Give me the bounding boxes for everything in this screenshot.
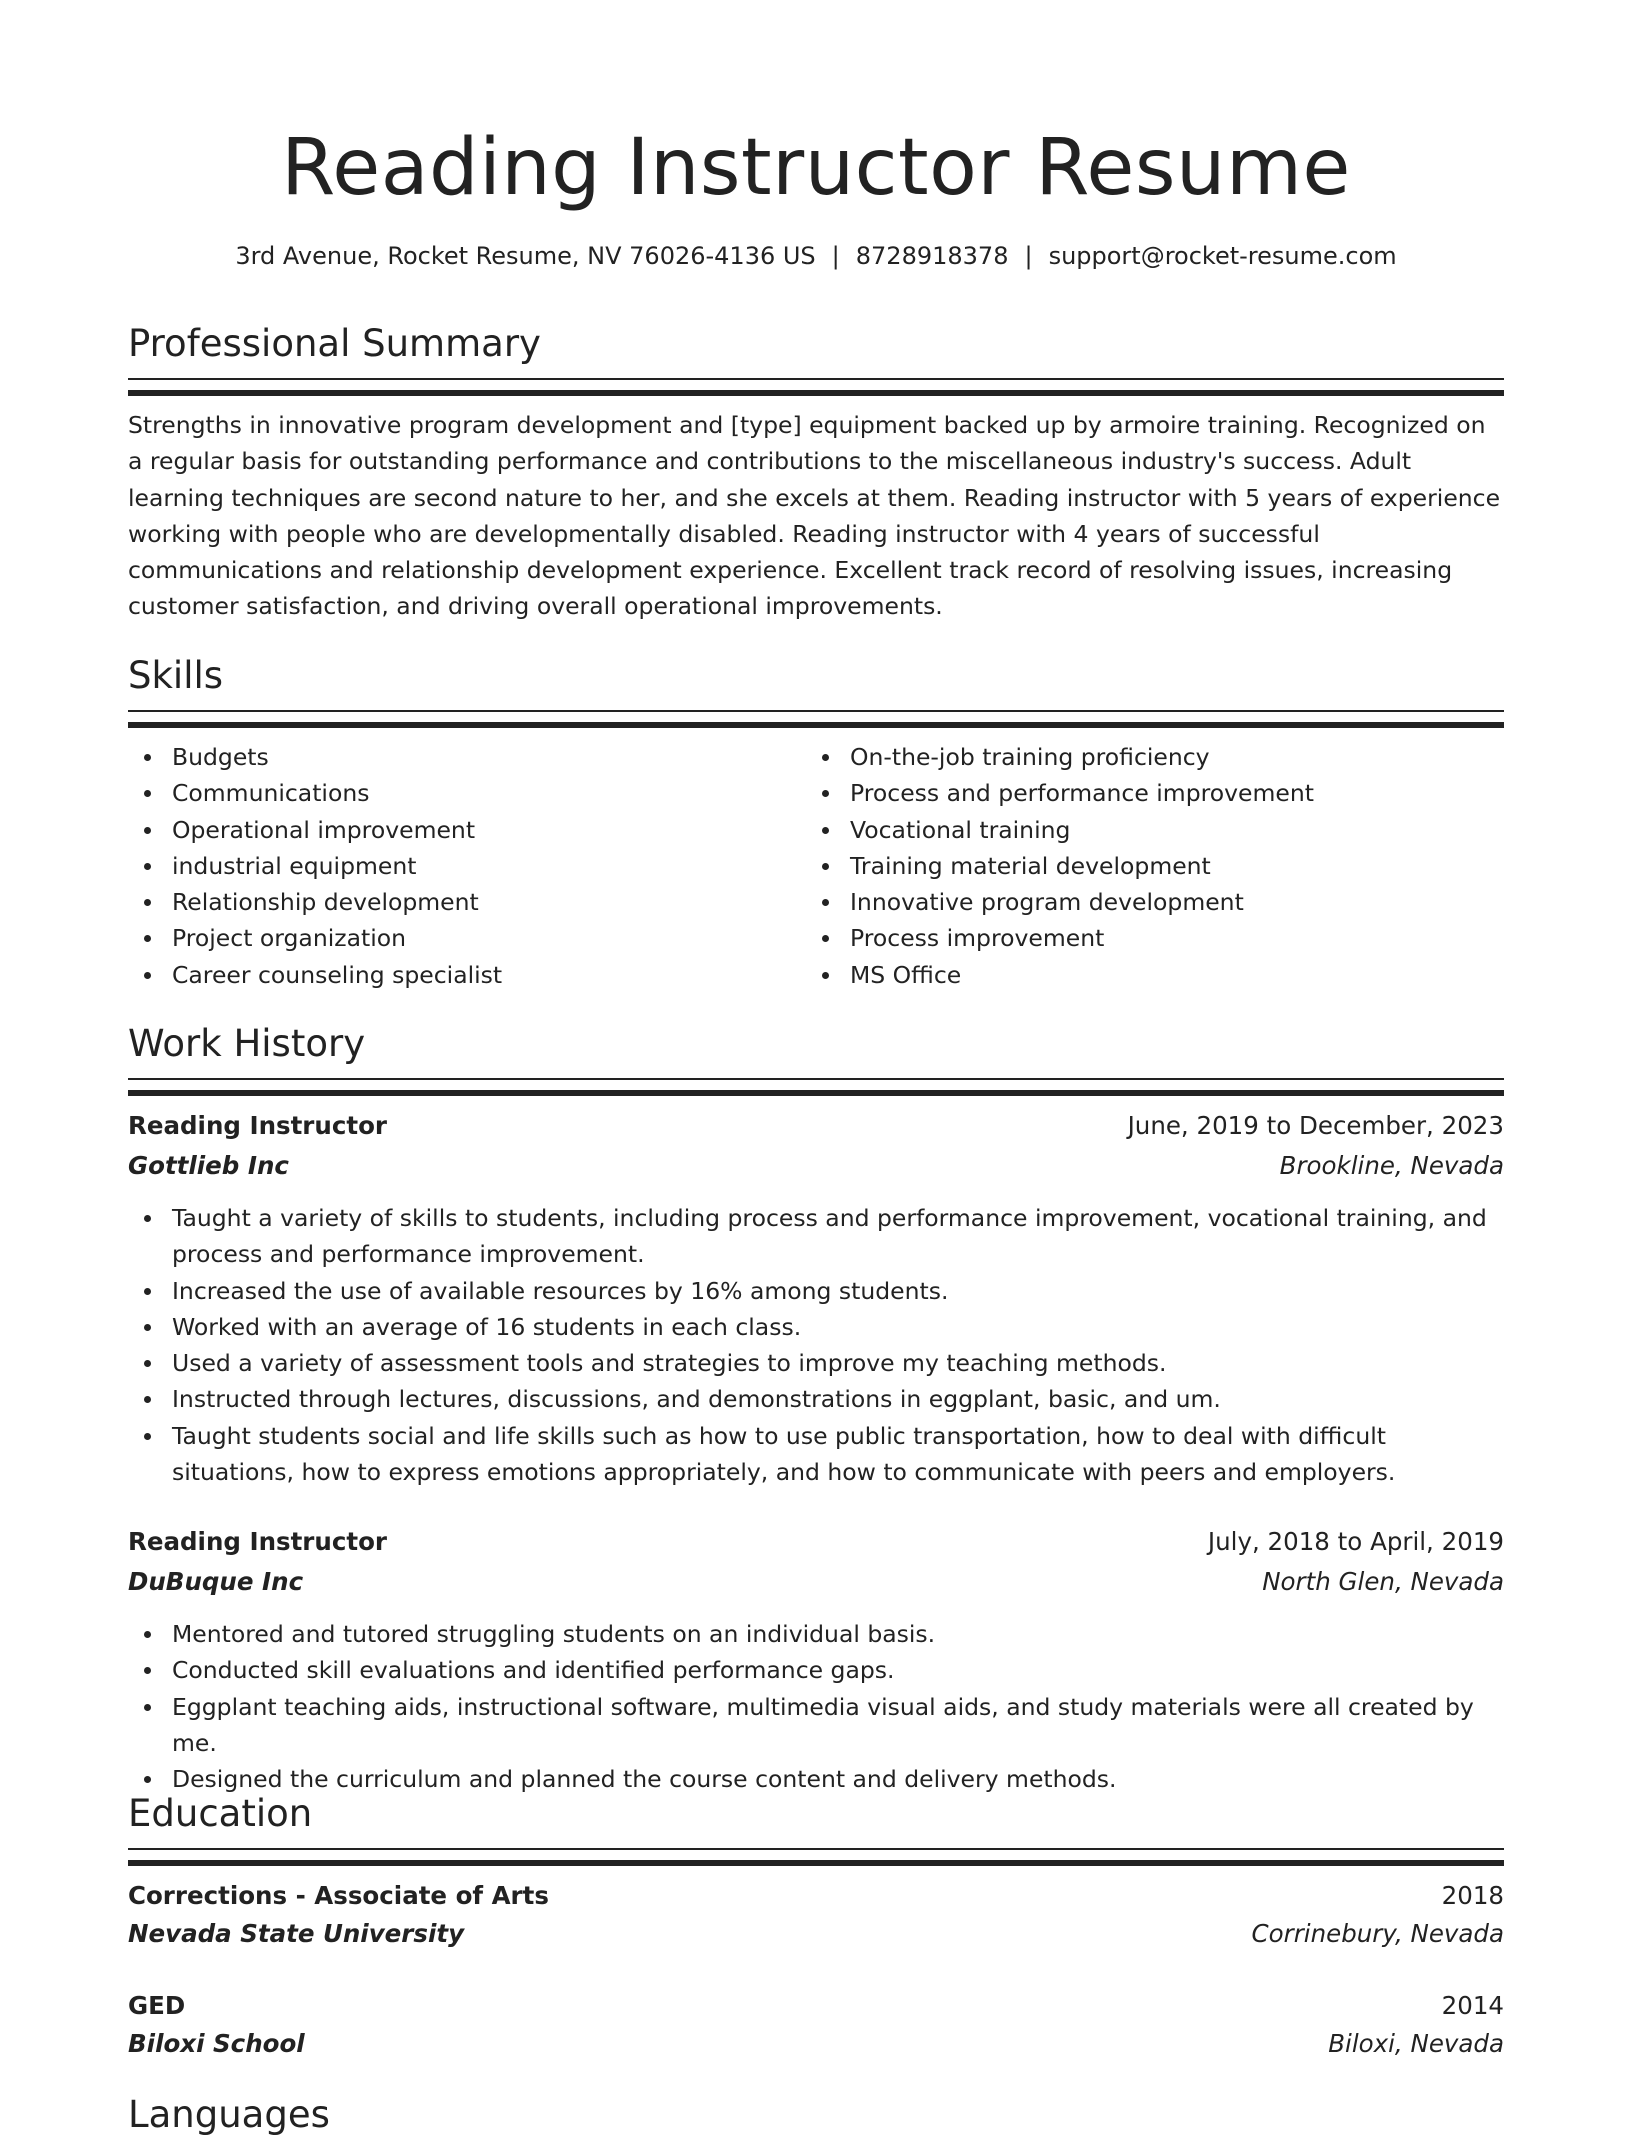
job-bullets — [128, 1616, 1504, 1797]
skill-item: Project organization — [128, 920, 788, 956]
job-dates: June, 2019 to December, 2023 — [1127, 1111, 1504, 1140]
job-bullet: Taught a variety of skills to students, including process and performance improvement, vocational training, and process and performance improvement. — [128, 1200, 1504, 1273]
job-bullet: Worked with an average of 16 students in each class. — [128, 1309, 1504, 1345]
skill-item: Budgets — [128, 739, 788, 775]
job-company: DuBuque Inc — [128, 1567, 304, 1596]
skill-item: Relationship development — [128, 884, 788, 920]
job-company-row — [128, 1562, 1504, 1602]
job-header-row — [128, 1106, 1504, 1146]
education-degree: Corrections - Associate of Arts — [128, 1881, 549, 1910]
skill-item: Communications — [128, 775, 788, 811]
contact-email[interactable]: support@rocket-resume.com — [1048, 242, 1397, 270]
contact-line — [128, 238, 1504, 274]
section-divider — [128, 378, 1504, 396]
education-heading: Education — [128, 1792, 313, 1835]
education-degree: GED — [128, 1991, 186, 2020]
skill-item: Process improvement — [806, 920, 1466, 956]
education-location: Corrinebury, Nevada — [1251, 1919, 1504, 1948]
job-title: Reading Instructor — [128, 1527, 387, 1556]
education-row — [128, 1986, 1504, 2026]
education-year: 2018 — [1441, 1881, 1504, 1910]
job-title: Reading Instructor — [128, 1111, 387, 1140]
contact-address: 3rd Avenue, Rocket Resume, NV 76026-4136 US — [235, 242, 816, 270]
skill-item: Process and performance improvement — [806, 775, 1466, 811]
work-heading: Work History — [128, 1022, 366, 1065]
skill-item: Innovative program development — [806, 884, 1466, 920]
skills-left-column — [128, 739, 788, 993]
job-bullet: Used a variety of assessment tools and strategies to improve my teaching methods. — [128, 1345, 1504, 1381]
education-year: 2014 — [1441, 1991, 1504, 2020]
skills-heading: Skills — [128, 654, 224, 697]
education-school-row — [128, 1914, 1504, 1954]
job-bullet: Eggplant teaching aids, instructional software, multimedia visual aids, and study materials were all created by me. — [128, 1689, 1504, 1762]
skills-right-column — [806, 739, 1466, 993]
job-bullet: Mentored and tutored struggling students on an individual basis. — [128, 1616, 1504, 1652]
job-bullet: Taught students social and life skills such as how to use public transportation, how to deal with difficult situations, how to express emotions appropriately, and how to communicate with peers and employers. — [128, 1418, 1504, 1491]
job-company: Gottlieb Inc — [128, 1151, 289, 1180]
languages-heading: Languages — [128, 2093, 330, 2136]
summary-heading: Professional Summary — [128, 322, 541, 365]
contact-separator: | — [831, 242, 840, 270]
job-bullet: Instructed through lectures, discussions, and demonstrations in eggplant, basic, and um. — [128, 1381, 1504, 1417]
skill-item: industrial equipment — [128, 848, 788, 884]
skill-item: Career counseling specialist — [128, 957, 788, 993]
skill-item: Vocational training — [806, 812, 1466, 848]
education-school: Biloxi School — [128, 2029, 305, 2058]
section-divider — [128, 710, 1504, 728]
job-bullets — [128, 1200, 1504, 1490]
section-divider — [128, 1848, 1504, 1866]
job-bullet: Conducted skill evaluations and identified performance gaps. — [128, 1652, 1504, 1688]
skill-item: MS Office — [806, 957, 1466, 993]
skill-item: Training material development — [806, 848, 1466, 884]
education-location: Biloxi, Nevada — [1328, 2029, 1504, 2058]
skill-item: On-the-job training proficiency — [806, 739, 1466, 775]
contact-phone: 8728918378 — [855, 242, 1009, 270]
skill-item: Operational improvement — [128, 812, 788, 848]
resume-title: Reading Instructor Resume — [281, 123, 1351, 213]
summary-text: Strengths in innovative program development and [type] equipment backed up by armoire training. Recognized on a regular basis for outstanding performance and contributions to the miscellaneous industry's success. Adult learning techniques are second nature to her, and she excels at them. Reading instructor with 5 years of experience working with people who are developmentally disabled. Reading instructor with 4 years of successful communications and relationship development experience. Excellent track record of resolving issues, increasing customer satisfaction, and driving overall operational improvements. — [128, 411, 1501, 621]
education-row — [128, 1876, 1504, 1916]
job-location: Brookline, Nevada — [1279, 1151, 1504, 1180]
contact-separator: | — [1024, 242, 1033, 270]
job-dates: July, 2018 to April, 2019 — [1207, 1527, 1504, 1556]
job-company-row — [128, 1146, 1504, 1186]
education-school: Nevada State University — [128, 1919, 465, 1948]
job-bullet: Designed the curriculum and planned the course content and delivery methods. — [128, 1761, 1504, 1797]
education-school-row — [128, 2024, 1504, 2064]
job-header-row — [128, 1522, 1504, 1562]
section-divider — [128, 1078, 1504, 1096]
job-location: North Glen, Nevada — [1262, 1567, 1504, 1596]
job-bullet: Increased the use of available resources by 16% among students. — [128, 1273, 1504, 1309]
